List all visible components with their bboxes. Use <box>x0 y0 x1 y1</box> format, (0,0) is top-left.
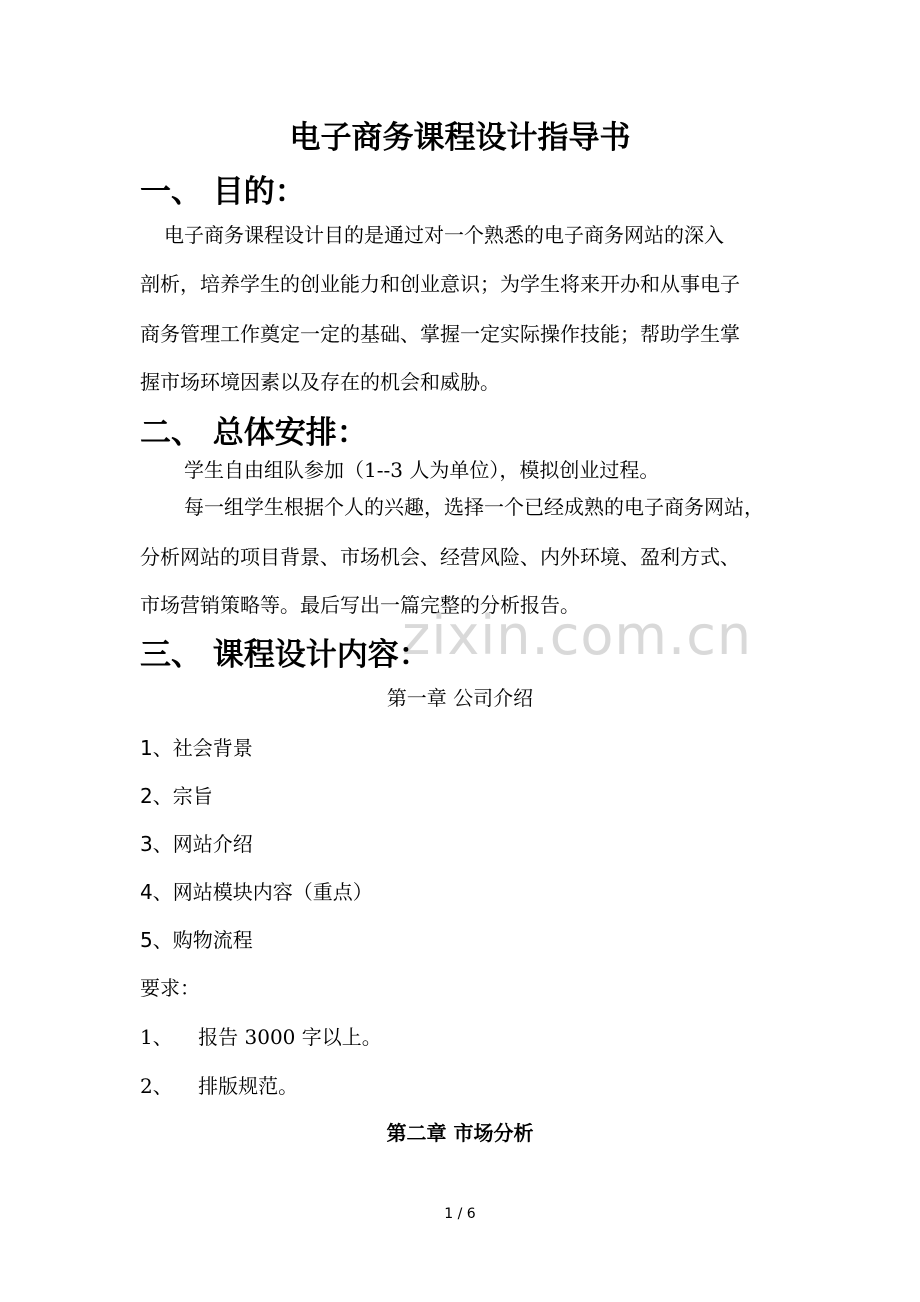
requirement-item: 1、 报告 3000 字以上。 <box>140 1025 382 1049</box>
list-item: 3、网站介绍 <box>140 832 253 856</box>
list-item: 2、宗旨 <box>140 784 213 808</box>
list-item: 1、社会背景 <box>140 736 253 760</box>
watermark-text: zixin.com.cn <box>402 604 753 667</box>
requirements-label: 要求： <box>140 976 200 1000</box>
list-item: 4、网站模块内容（重点） <box>140 880 373 904</box>
chapter-title: 第二章 市场分析 <box>386 1121 534 1145</box>
section-heading-content: 三、 课程设计内容： <box>140 637 430 673</box>
paragraph-line: 商务管理工作奠定一定的基础、掌握一定实际操作技能；帮助学生掌 <box>140 322 740 346</box>
paragraph-line: 分析网站的项目背景、市场机会、经营风险、内外环境、盈利方式、 <box>140 545 740 569</box>
section-heading-arrangement: 二、 总体安排： <box>140 415 368 451</box>
list-item: 5、购物流程 <box>140 928 253 952</box>
paragraph-line: 每一组学生根据个人的兴趣，选择一个已经成熟的电子商务网站， <box>184 495 764 519</box>
paragraph-line: 市场营销策略等。最后写出一篇完整的分析报告。 <box>140 593 580 617</box>
paragraph-line: 学生自由组队参加（1--3 人为单位），模拟创业过程。 <box>184 458 660 482</box>
document-title: 电子商务课程设计指导书 <box>289 120 631 156</box>
chapter-title: 第一章 公司介绍 <box>386 686 534 710</box>
paragraph-line: 握市场环境因素以及存在的机会和威胁。 <box>140 370 500 394</box>
section-heading-purpose: 一、 目的： <box>140 174 306 210</box>
paragraph-line: 电子商务课程设计目的是通过对一个熟悉的电子商务网站的深入 <box>164 223 724 247</box>
page-number: 1 / 6 <box>444 1206 476 1222</box>
requirement-item: 2、 排版规范。 <box>140 1074 299 1098</box>
paragraph-line: 剖析，培养学生的创业能力和创业意识；为学生将来开办和从事电子 <box>140 272 740 296</box>
